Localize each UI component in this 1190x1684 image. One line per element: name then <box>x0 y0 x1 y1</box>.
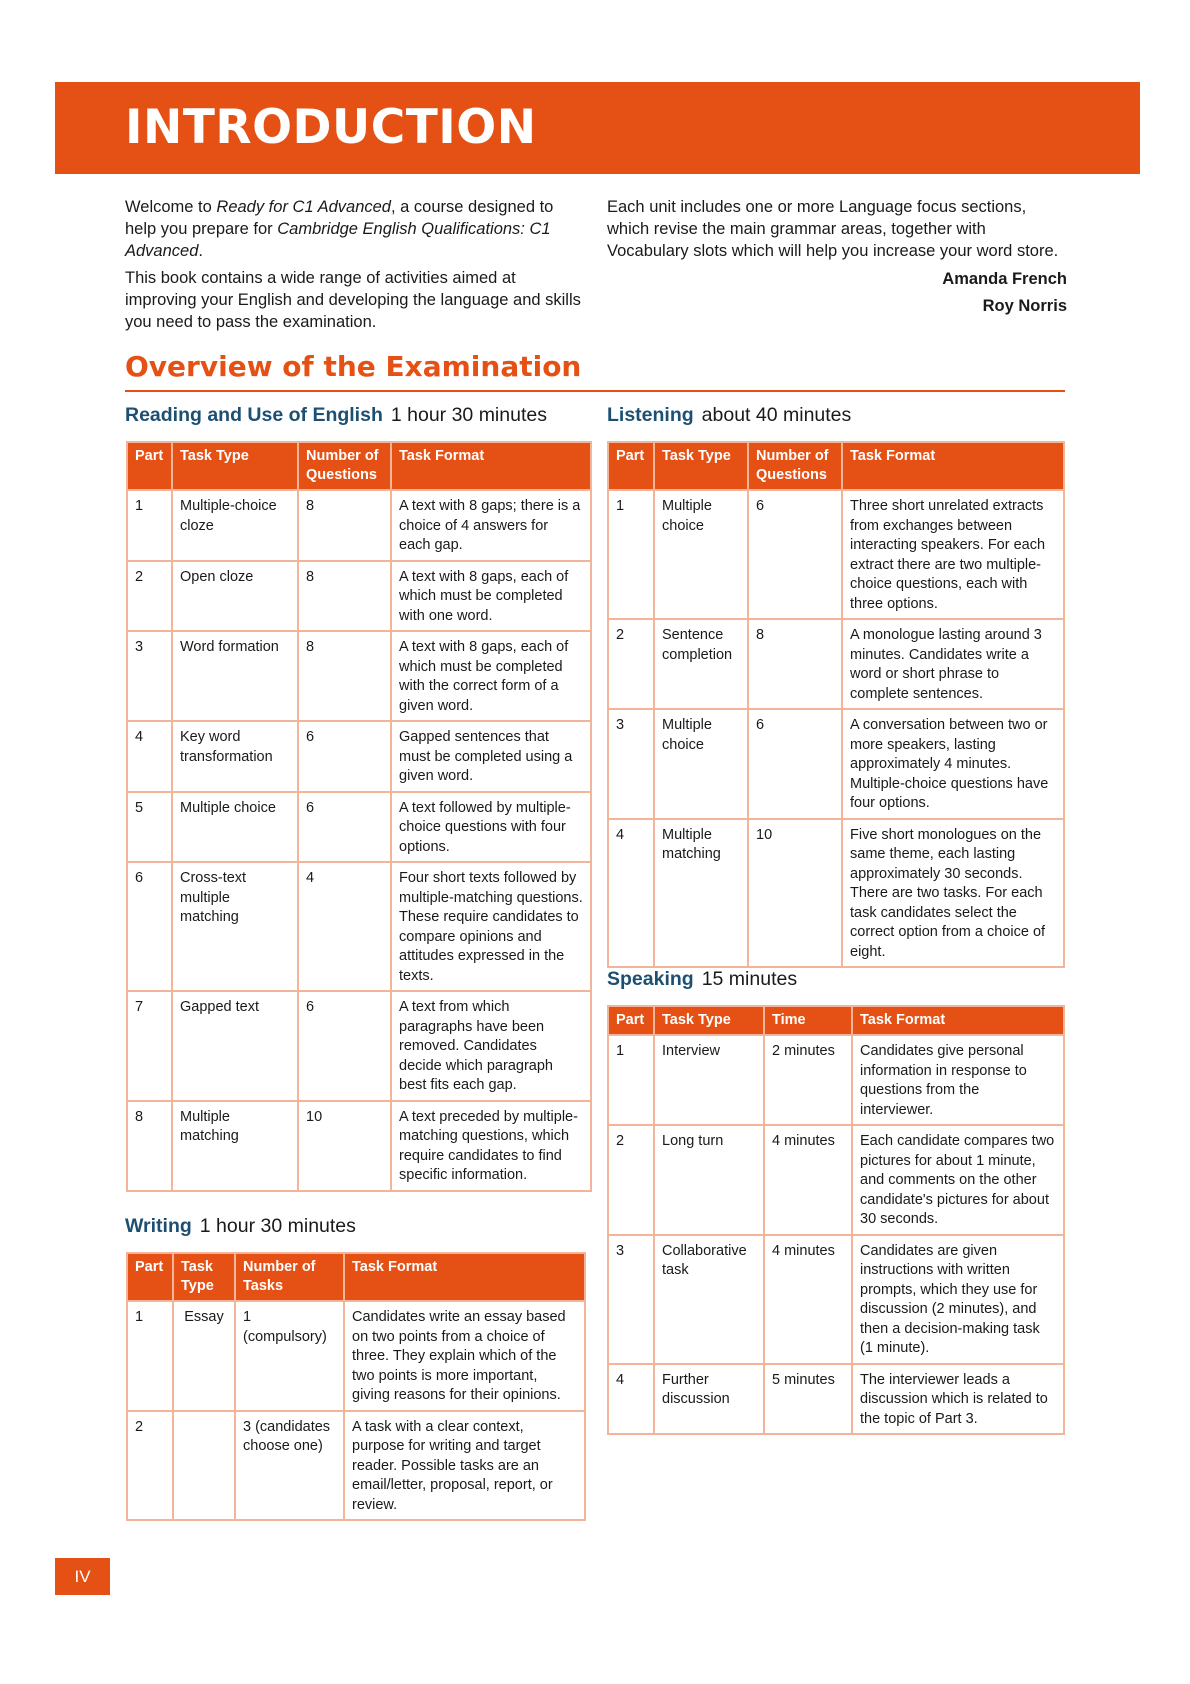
table-cell: Further discussion <box>654 1364 764 1435</box>
table-cell: Gapped sentences that must be completed using a given word. <box>391 721 591 792</box>
table-cell: Collaborative task <box>654 1235 764 1364</box>
table-cell: 1 <box>127 490 172 561</box>
reading-duration: 1 hour 30 minutes <box>390 404 547 426</box>
table-row <box>127 991 591 1101</box>
speaking-section-name: Speaking <box>607 968 694 990</box>
table-row <box>127 862 591 991</box>
table-row <box>127 721 591 792</box>
table-cell: 4 minutes <box>764 1235 852 1364</box>
table-row <box>608 1035 1064 1125</box>
table-row <box>127 631 591 721</box>
table-cell: Multiple matching <box>172 1101 298 1191</box>
column-header: Number of Questions <box>748 442 842 490</box>
column-header: Task Type <box>654 442 748 490</box>
author-name: Roy Norris <box>982 297 1067 315</box>
column-header: Part <box>608 442 654 490</box>
table-cell: Word formation <box>172 631 298 721</box>
writing-table <box>126 1252 586 1521</box>
intro-units-paragraph: Each unit includes one or more Language focus sections, which revise the main grammar areas, together with Vocabulary slots which will help you increase your word store. <box>607 198 1059 260</box>
column-header: Task Type <box>173 1253 235 1301</box>
writing-section-name: Writing <box>125 1215 192 1237</box>
authors <box>607 268 1067 317</box>
column-header: Time <box>764 1006 852 1035</box>
table-cell: 8 <box>298 631 391 721</box>
table-cell: 4 <box>608 1364 654 1435</box>
column-header: Part <box>608 1006 654 1035</box>
table-row <box>608 1125 1064 1235</box>
table-cell: Key word transformation <box>172 721 298 792</box>
table-cell: Multiple choice <box>172 792 298 863</box>
table-cell: The interviewer leads a discussion which is related to the topic of Part 3. <box>852 1364 1064 1435</box>
table-cell: 6 <box>748 490 842 619</box>
table-cell: Four short texts followed by multiple-matching questions. These require candidates to compare opinions and attitudes expressed in the texts. <box>391 862 591 991</box>
table-cell: 3 (candidates choose one) <box>235 1411 344 1521</box>
table-cell: 3 <box>127 631 172 721</box>
table-cell <box>173 1411 235 1521</box>
table-row <box>608 819 1064 968</box>
table-cell: Multiple matching <box>654 819 748 968</box>
intro-left-column <box>125 196 585 338</box>
table-cell: 1 <box>608 490 654 619</box>
table-cell: A text from which paragraphs have been removed. Candidates decide which paragraph best fits each gap. <box>391 991 591 1101</box>
table-cell: 10 <box>298 1101 391 1191</box>
table-row <box>608 1364 1064 1435</box>
table-cell: A text followed by multiple-choice questions with four options. <box>391 792 591 863</box>
table-cell: 8 <box>748 619 842 709</box>
listening-section-heading <box>607 404 851 427</box>
table-cell: 4 <box>608 819 654 968</box>
table-cell: 3 <box>608 1235 654 1364</box>
table-cell: 6 <box>298 721 391 792</box>
page-number: IV <box>55 1558 110 1595</box>
table-cell: 4 minutes <box>764 1125 852 1235</box>
table-cell: 2 <box>608 619 654 709</box>
table-cell: A monologue lasting around 3 minutes. Candidates write a word or short phrase to complete sentences. <box>842 619 1064 709</box>
table-cell: 2 minutes <box>764 1035 852 1125</box>
author-name: Amanda French <box>942 270 1067 288</box>
table-cell: 2 <box>608 1125 654 1235</box>
table-cell: Multiple choice <box>654 490 748 619</box>
table-cell: 6 <box>748 709 842 819</box>
column-header: Task Format <box>391 442 591 490</box>
italic-title: Cambridge English Qualifications: C1 Advanced <box>125 220 551 260</box>
table-cell: Candidates give personal information in response to questions from the interviewer. <box>852 1035 1064 1125</box>
column-header: Part <box>127 442 172 490</box>
intro-text: , a course designed to help you prepare for <box>125 198 554 238</box>
table-cell: Cross-text multiple matching <box>172 862 298 991</box>
table-cell: Open cloze <box>172 561 298 632</box>
table-row <box>127 1301 585 1411</box>
writing-section-heading <box>125 1215 356 1238</box>
overview-heading: Overview of the Examination <box>125 350 582 383</box>
table-cell: Candidates write an essay based on two points from a choice of three. They explain which of the two points is more important, giving reasons for their opinions. <box>344 1301 585 1411</box>
intro-text: . <box>198 242 203 260</box>
overview-divider <box>125 390 1065 392</box>
column-header: Number of Questions <box>298 442 391 490</box>
table-cell: 3 <box>608 709 654 819</box>
table-cell: 1 <box>127 1301 173 1411</box>
column-header: Number of Tasks <box>235 1253 344 1301</box>
table-cell: 6 <box>298 991 391 1101</box>
table-cell: Candidates are given instructions with written prompts, which they use for discussion (2 minutes), and then a decision-making task (1 minute). <box>852 1235 1064 1364</box>
table-cell: 2 <box>127 561 172 632</box>
table-cell: A text with 8 gaps, each of which must be completed with one word. <box>391 561 591 632</box>
table-row <box>608 490 1064 619</box>
column-header: Task Type <box>172 442 298 490</box>
table-row <box>127 490 591 561</box>
table-cell: Multiple choice <box>654 709 748 819</box>
table-row <box>608 1235 1064 1364</box>
table-row <box>127 1101 591 1191</box>
table-cell: 2 <box>127 1411 173 1521</box>
table-cell: 1 <box>608 1035 654 1125</box>
table-cell: 4 <box>298 862 391 991</box>
table-cell: 7 <box>127 991 172 1101</box>
table-cell: 8 <box>298 561 391 632</box>
table-cell: 1 (compulsory) <box>235 1301 344 1411</box>
table-row <box>608 709 1064 819</box>
intro-welcome-paragraph <box>125 196 585 262</box>
page-title: INTRODUCTION <box>125 100 537 155</box>
title-banner <box>55 82 1140 174</box>
table-row <box>127 1411 585 1521</box>
italic-title: Ready for C1 Advanced <box>216 198 391 216</box>
table-cell: 8 <box>127 1101 172 1191</box>
speaking-section-heading <box>607 968 797 991</box>
listening-duration: about 40 minutes <box>701 404 852 426</box>
table-cell: Multiple-choice cloze <box>172 490 298 561</box>
table-cell: 8 <box>298 490 391 561</box>
intro-text: Welcome to <box>125 198 217 216</box>
listening-section-name: Listening <box>607 404 694 426</box>
table-cell: 5 minutes <box>764 1364 852 1435</box>
reading-section-heading <box>125 404 547 427</box>
table-cell: Gapped text <box>172 991 298 1101</box>
column-header: Task Format <box>344 1253 585 1301</box>
table-cell: 6 <box>127 862 172 991</box>
table-cell: A conversation between two or more speakers, lasting approximately 4 minutes. Multiple-choice questions have four options. <box>842 709 1064 819</box>
table-cell: 4 <box>127 721 172 792</box>
listening-table <box>607 441 1065 968</box>
table-cell: Long turn <box>654 1125 764 1235</box>
column-header: Task Format <box>852 1006 1064 1035</box>
table-cell: A text preceded by multiple-matching questions, which require candidates to find specific information. <box>391 1101 591 1191</box>
speaking-duration: 15 minutes <box>701 968 798 990</box>
table-cell: Each candidate compares two pictures for about 1 minute, and comments on the other candidate's pictures for about 30 seconds. <box>852 1125 1064 1235</box>
speaking-table <box>607 1005 1065 1435</box>
table-cell: Three short unrelated extracts from exchanges between interacting speakers. For each extract there are two multiple-choice questions, each with three options. <box>842 490 1064 619</box>
table-row <box>608 619 1064 709</box>
table-cell: Sentence completion <box>654 619 748 709</box>
table-cell: A task with a clear context, purpose for writing and target reader. Possible tasks are an email/letter, proposal, report, or review. <box>344 1411 585 1521</box>
table-cell: 10 <box>748 819 842 968</box>
table-cell: Essay <box>173 1301 235 1411</box>
reading-table <box>126 441 592 1192</box>
table-cell: Interview <box>654 1035 764 1125</box>
intro-book-paragraph: This book contains a wide range of activities aimed at improving your English and developing the language and skills you need to pass the examination. <box>125 269 581 331</box>
column-header: Task Type <box>654 1006 764 1035</box>
column-header: Task Format <box>842 442 1064 490</box>
intro-right-column <box>607 196 1067 322</box>
table-cell: A text with 8 gaps; there is a choice of 4 answers for each gap. <box>391 490 591 561</box>
reading-section-name: Reading and Use of English <box>125 404 383 426</box>
table-row <box>127 792 591 863</box>
column-header: Part <box>127 1253 173 1301</box>
table-cell: A text with 8 gaps, each of which must be completed with the correct form of a given word. <box>391 631 591 721</box>
table-row <box>127 561 591 632</box>
table-cell: 6 <box>298 792 391 863</box>
table-cell: 5 <box>127 792 172 863</box>
table-cell: Five short monologues on the same theme, each lasting approximately 30 seconds. There are two tasks. For each task candidates select the correct option from a choice of eight. <box>842 819 1064 968</box>
writing-duration: 1 hour 30 minutes <box>199 1215 356 1237</box>
